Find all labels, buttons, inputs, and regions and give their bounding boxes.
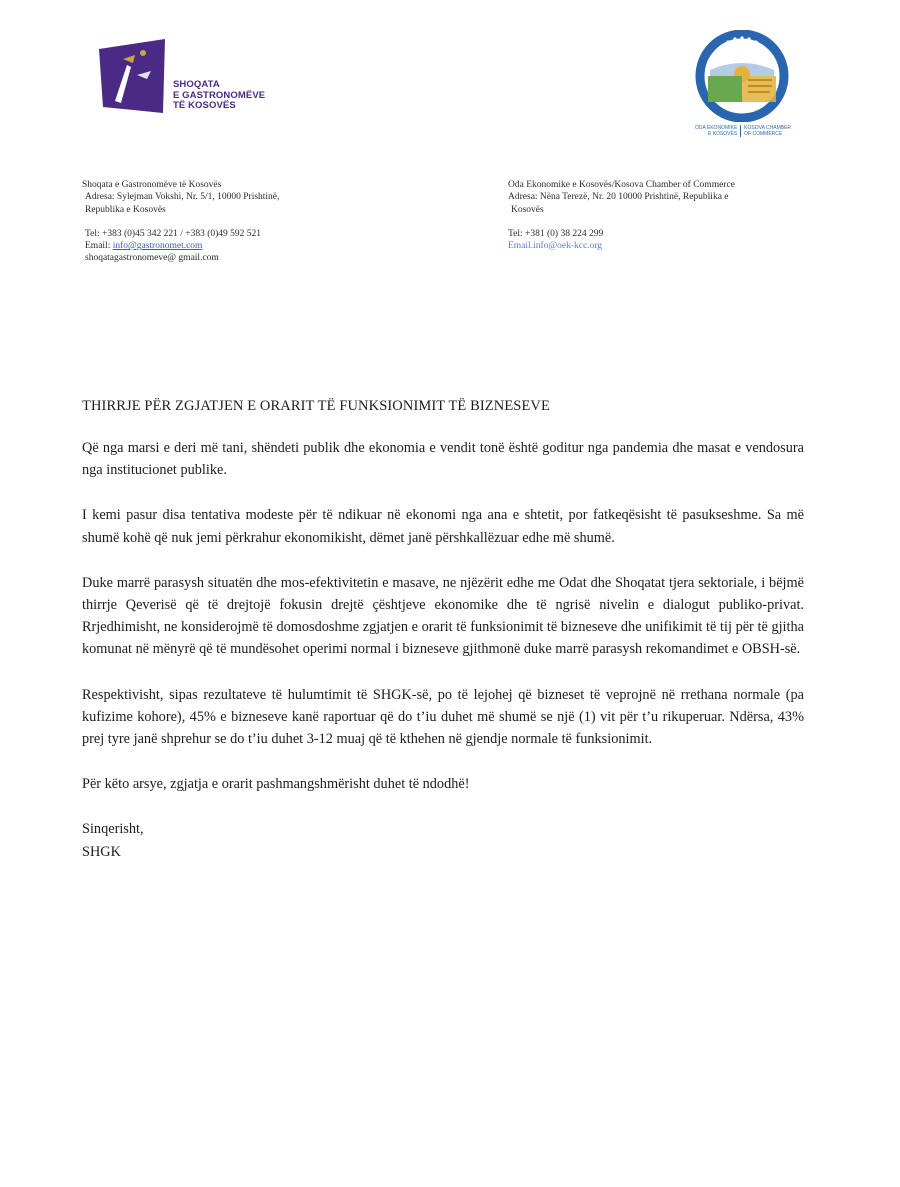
paragraph-1: Që nga marsi e deri më tani, shëndeti publik dhe ekonomia e vendit tonë është goditur nga pandemia dhe masat e vendosura nga institucionet publike. (82, 440, 804, 479)
chamber-address-line1: Adresa: Nëna Terezë, Nr. 20 10000 Prishtinë, Republika e (508, 192, 729, 203)
association-email-secondary: shoqatagastronomeve@ gmail.com (85, 253, 219, 264)
letter-closing (82, 818, 804, 862)
logo-line-3: TË KOSOVËS (173, 100, 236, 111)
chamber-email[interactable]: Email.info@oek-kcc.org (508, 241, 603, 252)
logo-line-2: E GASTRONOMËVE (173, 89, 266, 101)
paragraph-3: Duke marrë parasysh situatën dhe mos-efektivitetin e masave, ne njëzërit edhe me Odat dhe Shoqatat tjera sektoriale, i bëjmë thirrje Qeverisë që të drejtojë fokusin drejtë çështjeve ekonomike dhe të ngrisë nivelin e dialogut publiko-privat. Rrjedhimisht, ne konsiderojmë të domosdoshme zgjatjen e orarit të funksionimit të bizneseve dhe unifikimit të tij për të gjitha komunat në mënyrë që të mundësohet operimi normal i bizneseve gjithmonë duke marrë parasysh rekomandimet e OBSH-së. (82, 574, 804, 658)
paragraph-2: I kemi pasur disa tentativa modeste për të ndikuar në ekonomi nga ana e shtetit, por fatkeqësisht të pasukseshme. Sa më shumë kohë që nuk jemi përkrahur ekonomikisht, dëmet janë përshkallëzuar edhe më shumë. (82, 507, 804, 546)
caption-left-2: E KOSOVËS (707, 131, 738, 137)
association-phone: Tel: +383 (0)45 342 221 / +383 (0)49 592 521 (85, 228, 262, 239)
association-email-line (82, 240, 382, 252)
caption-right-2: OF COMMERCE (744, 131, 783, 137)
closing-salutation: Sinqerisht, (82, 821, 144, 838)
association-org-name: Shoqata e Gastronomëve të Kosovës (82, 180, 222, 190)
letter-title: THIRRJE PËR ZGJATJEN E ORARIT TË FUNKSIONIMIT TË BIZNESEVE (82, 398, 550, 414)
association-name (173, 80, 265, 112)
association-address-line1: Adresa: Sylejman Vokshi, Nr. 5/1, 10000 Prishtinë, (85, 192, 280, 203)
letter-body (82, 398, 804, 863)
email-label: Email: (85, 241, 113, 252)
chamber-address-line2: Kosovës (511, 204, 544, 215)
association-address-line2: Republika e Kosovës (85, 204, 166, 215)
logo-line-1: SHOQATA (173, 79, 220, 90)
paragraph-5: Për këto arsye, zgjatja e orarit pashmangshmërisht duhet të ndodhë! (82, 776, 470, 793)
gastronomy-association-logo (93, 35, 313, 125)
association-email-link[interactable]: info@gastronomet.com (112, 241, 203, 252)
caption-left-1: ODA EKONOMIKE (694, 125, 738, 131)
chamber-org-name: Oda Ekonomike e Kosovës/Kosova Chamber of Commerce (508, 180, 735, 190)
chamber-phone: Tel: +381 (0) 38 224 299 (508, 228, 604, 239)
signature: SHGK (82, 843, 121, 860)
association-address-block (82, 179, 382, 265)
chamber-caption (668, 125, 818, 137)
paragraph-4: Respektivisht, sipas rezultateve të hulumtimit të SHGK-së, po të lejohej që bizneset të veprojnë në rrethana normale (pa kufizime kohore), 45% e bizneseve kanë raportuar që do t’iu duhet më shumë se një (1) vit për t’u rikuperuar. Ndërsa, 43% prej tyre janë shprehur se do t’iu duhet 3-12 muaj që të kthehen në gjendje normale të funksionimit. (82, 686, 804, 748)
chamber-of-commerce-logo (668, 30, 818, 150)
chamber-address-block (508, 179, 808, 252)
caption-right-1: KOSOVA CHAMBER (744, 125, 792, 131)
chamber-emblem-icon (692, 30, 792, 122)
chef-knife-logo-icon (93, 35, 173, 121)
